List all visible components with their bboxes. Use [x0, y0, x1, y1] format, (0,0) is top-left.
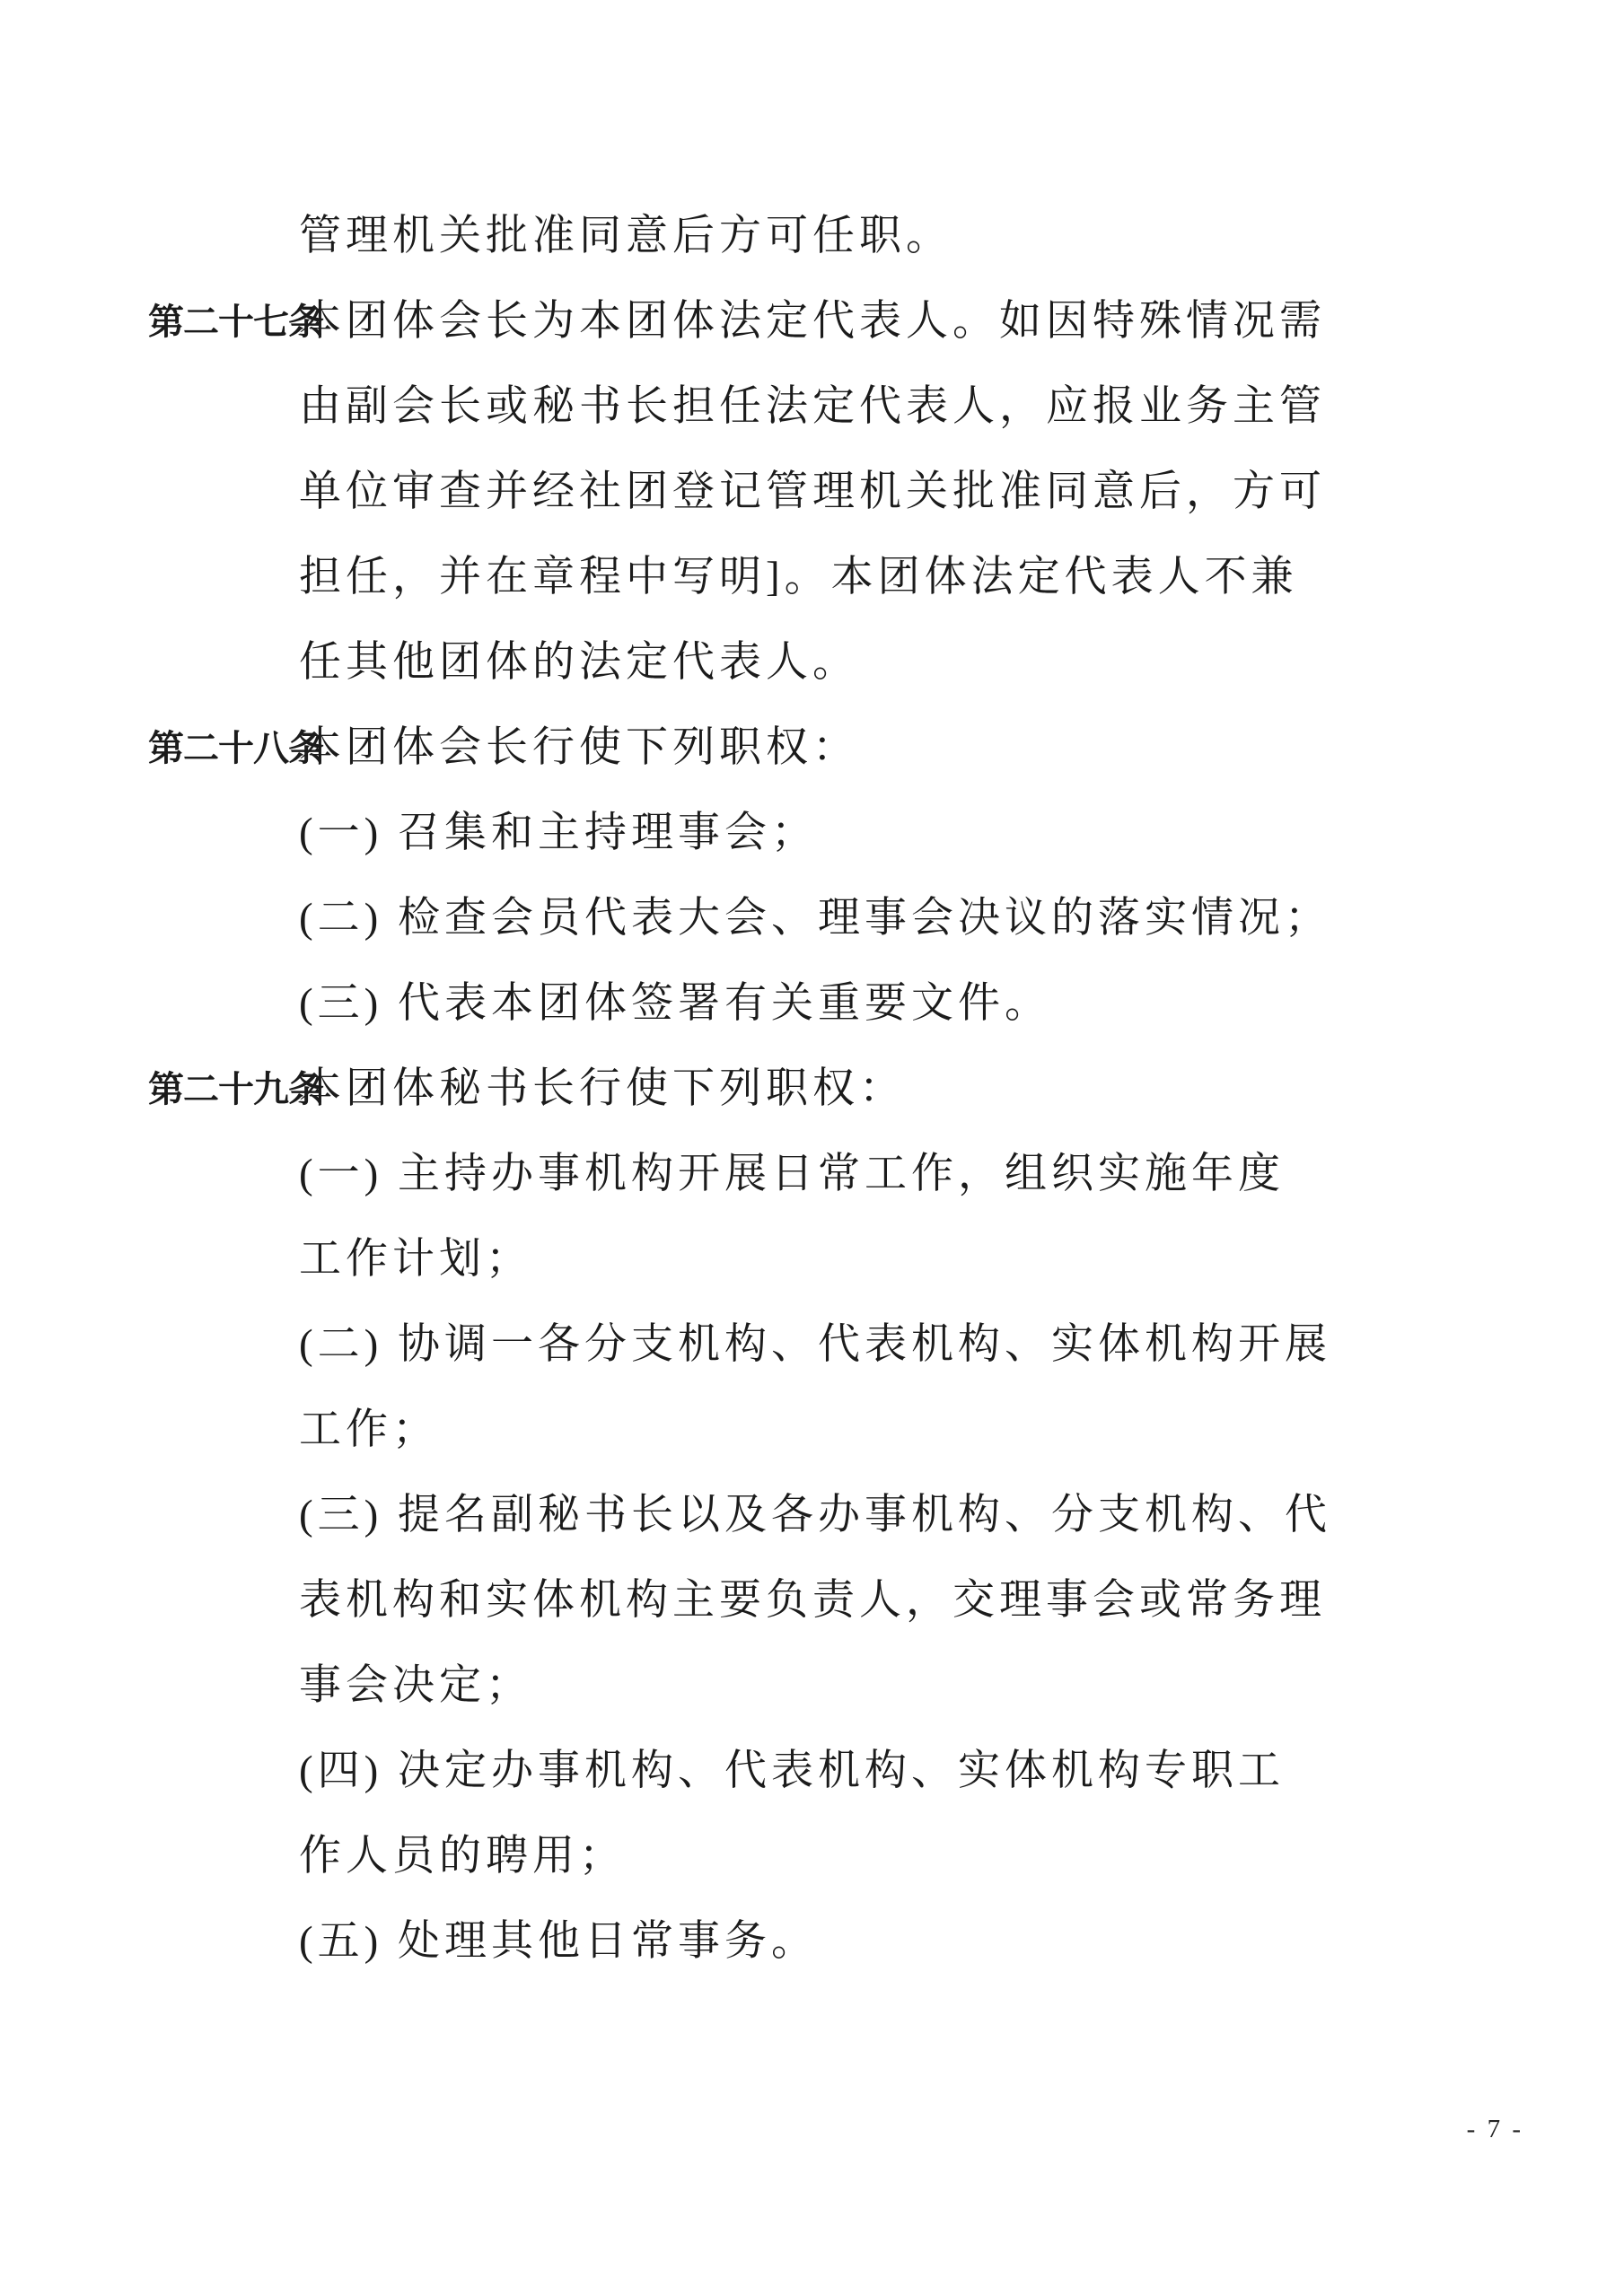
text-line: (一) 主持办事机构开展日常工作，组织实施年度 [299, 1151, 1286, 1197]
text-line: 事会决定； [299, 1662, 532, 1709]
text-line: 本团体秘书长行使下列职权： [299, 1065, 906, 1112]
text-line: (一) 召集和主持理事会； [299, 810, 819, 856]
article [148, 279, 1513, 705]
text-line: 作人员的聘用； [299, 1833, 626, 1880]
text-line: (二) 协调一各分支机构、代表机构、实体机构开展 [299, 1321, 1332, 1368]
text-line: (三) 提名副秘书长以及各办事机构、分支机构、代 [299, 1492, 1332, 1538]
page-number: - 7 - [1466, 2115, 1523, 2143]
text-line: (五) 处理其他日常事务。 [299, 1918, 819, 1965]
text-line: 工作； [299, 1407, 439, 1453]
text-line: 单位审查并经社团登记管理机关批准同意后，方可 [299, 469, 1326, 515]
continuation-line: 管理机关批准同意后方可任职。 [299, 213, 952, 259]
text-line: (二) 检查会员代表大会、理事会决议的落实情况； [299, 895, 1332, 942]
text-line: 本团体会长为本团体法定代表人。如因特殊情况需 [299, 298, 1326, 345]
document-content [148, 194, 1513, 1985]
text-line: 由副会长或秘书长担任法定代表人，应报业务主管 [299, 383, 1326, 430]
article-heading: 第二十七条 [148, 302, 323, 342]
text-line: 本团体会长行使下列职权： [299, 724, 859, 771]
text-line: (三) 代表本团体签署有关重要文件。 [299, 980, 1052, 1027]
articles-list [148, 279, 1513, 1985]
article-body [299, 1047, 1513, 1985]
article-heading: 第二十八条 [148, 728, 323, 768]
text-line: 工作计划； [299, 1236, 532, 1283]
text-line: 担任，并在章程中写明]。本团体法定代表人不兼 [299, 554, 1298, 600]
article-body [299, 705, 1513, 1047]
text-line: 表机构和实体机构主要负责人，交理事会或常务理 [299, 1577, 1326, 1624]
text-line: 任其他团体的法定代表人。 [299, 639, 859, 686]
article [148, 705, 1513, 1047]
article [148, 1047, 1513, 1985]
article-heading: 第二十九条 [148, 1069, 323, 1109]
text-line: (四) 决定办事机构、代表机构、实体机构专职工 [299, 1748, 1286, 1794]
article-body [299, 279, 1513, 705]
